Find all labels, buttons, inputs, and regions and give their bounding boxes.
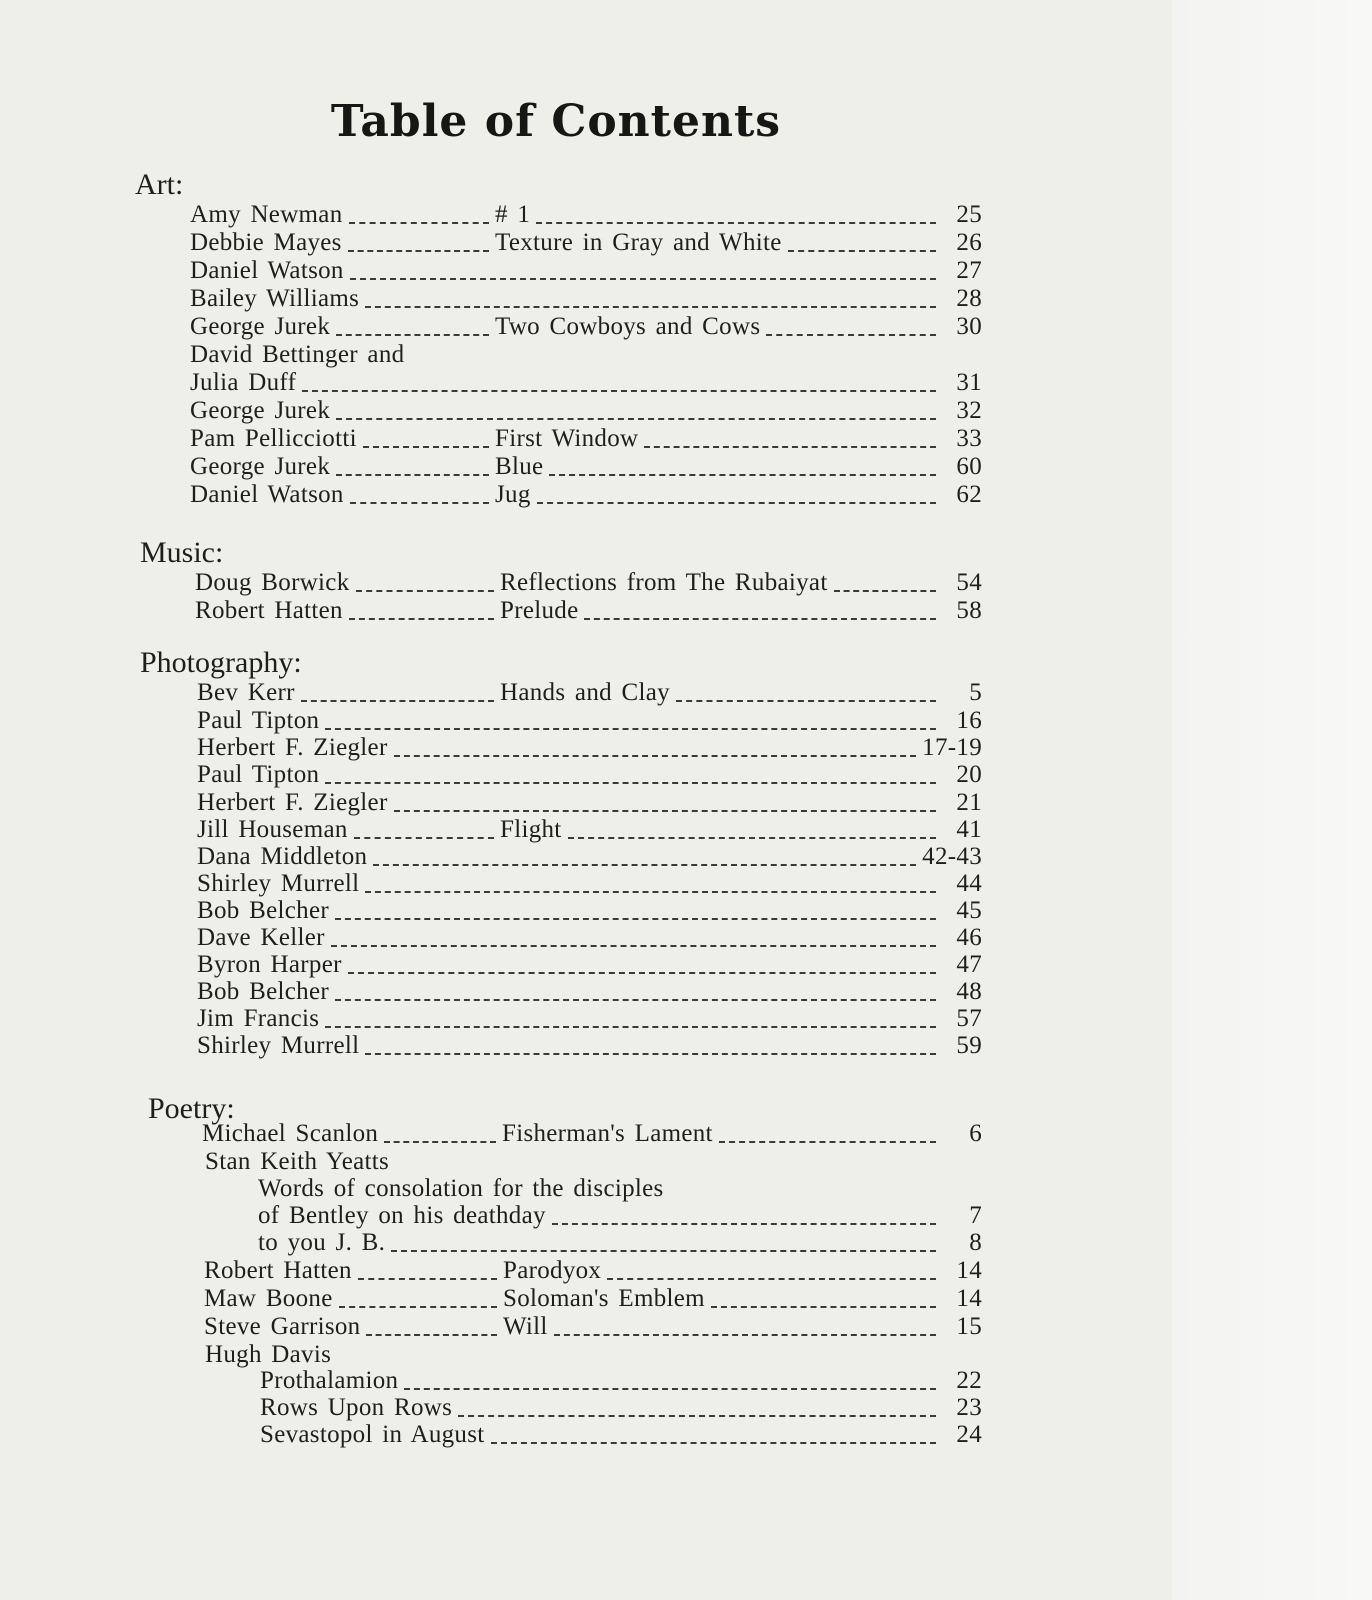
entry-page: 60: [956, 453, 982, 480]
entry-page: 44: [956, 870, 982, 897]
entry-name: Robert Hatten: [204, 1257, 352, 1284]
entry-page: 15: [956, 1313, 982, 1340]
toc-entry: [197, 950, 982, 980]
toc-entry: [190, 452, 982, 482]
leader-dots: [384, 1139, 496, 1143]
leader-dots: [568, 835, 936, 839]
leader-dots: [331, 943, 936, 947]
entry-name: George Jurek: [190, 397, 331, 424]
entry-name: Words of consolation for the disciples: [258, 1175, 664, 1202]
entry-page: 8: [969, 1229, 982, 1256]
toc-entry: [197, 678, 982, 708]
entry-name: to you J. B.: [258, 1229, 386, 1256]
entry-work: Prelude: [500, 597, 579, 624]
leader-dots: [537, 500, 936, 504]
leader-dots: [301, 698, 494, 702]
page-title: Table of Contents: [330, 96, 782, 147]
entry-page: 16: [956, 707, 982, 734]
entry-page: 28: [956, 285, 982, 312]
toc-entry: [204, 1284, 982, 1314]
toc-entry: [195, 568, 982, 598]
entry-page: 25: [956, 201, 982, 228]
leader-dots: [788, 248, 936, 252]
entry-name: Stan Keith Yeatts: [205, 1148, 390, 1175]
toc-entry: [197, 869, 982, 899]
entry-work: Jug: [495, 481, 531, 508]
entry-page: 58: [956, 597, 982, 624]
entry-name: Jim Francis: [197, 1005, 320, 1032]
entry-page: 47: [956, 951, 982, 978]
leader-dots: [358, 1276, 497, 1280]
entry-name: Daniel Watson: [190, 257, 344, 284]
toc-entry: [190, 312, 982, 342]
toc-entry: [204, 1256, 982, 1286]
leader-dots: [365, 304, 936, 308]
entry-name: Doug Borwick: [195, 569, 350, 596]
entry-name: Bob Belcher: [197, 897, 329, 924]
entry-name: Shirley Murrell: [197, 870, 360, 897]
leader-dots: [458, 1413, 936, 1417]
toc-entry: [197, 1004, 982, 1034]
toc-entry: [197, 896, 982, 926]
entry-work: Blue: [495, 453, 544, 480]
entry-page: 7: [969, 1202, 982, 1229]
toc-entry: [195, 596, 982, 626]
toc-entry: [197, 760, 982, 790]
leader-dots: [349, 616, 494, 620]
toc-entry: [204, 1312, 982, 1342]
leader-dots: [339, 1304, 497, 1308]
toc-entry: [260, 1366, 982, 1396]
leader-dots: [335, 997, 936, 1001]
leader-dots: [584, 616, 936, 620]
section-heading-music: Music:: [140, 536, 224, 569]
toc-entry: [197, 733, 982, 763]
entry-name: Debbie Mayes: [190, 229, 342, 256]
entry-name: Pam Pellicciotti: [190, 425, 357, 452]
entry-name: Jill Houseman: [197, 816, 348, 843]
entry-page: 24: [956, 1421, 982, 1448]
leader-dots: [350, 500, 489, 504]
leader-dots: [354, 835, 494, 839]
entry-work: Flight: [500, 816, 562, 843]
entry-name: Dana Middleton: [197, 843, 368, 870]
toc-entry: [190, 228, 982, 258]
entry-name: Hugh Davis: [205, 1341, 332, 1368]
leader-dots: [336, 416, 936, 420]
entry-name: Herbert F. Ziegler: [197, 734, 388, 761]
entry-name: Robert Hatten: [195, 597, 343, 624]
leader-dots: [302, 388, 936, 392]
leader-dots: [365, 889, 936, 893]
entry-page: 46: [956, 924, 982, 951]
entry-work: Parodyox: [503, 1257, 602, 1284]
entry-page: 21: [956, 789, 982, 816]
entry-page: 42-43: [922, 843, 982, 870]
toc-entry: [190, 256, 982, 286]
toc-entry: [197, 1031, 982, 1061]
entry-work: Reflections from The Rubaiyat: [500, 569, 828, 596]
entry-page: 30: [956, 313, 982, 340]
entry-name: Shirley Murrell: [197, 1032, 360, 1059]
entry-name: George Jurek: [190, 313, 331, 340]
leader-dots: [719, 1139, 936, 1143]
leader-dots: [491, 1440, 936, 1444]
leader-dots: [394, 808, 936, 812]
toc-entry: [190, 200, 982, 230]
leader-dots: [391, 1248, 936, 1252]
entry-page: 31: [956, 369, 982, 396]
section-heading-photography: Photography:: [140, 646, 302, 679]
toc-entry: [197, 923, 982, 953]
entry-page: 22: [956, 1367, 982, 1394]
entry-page: 27: [956, 257, 982, 284]
leader-dots: [644, 444, 936, 448]
leader-dots: [348, 248, 489, 252]
entry-page: 32: [956, 397, 982, 424]
leader-dots: [356, 588, 494, 592]
entry-page: 23: [956, 1394, 982, 1421]
entry-work: Texture in Gray and White: [495, 229, 782, 256]
leader-dots: [676, 698, 936, 702]
leader-dots: [607, 1276, 936, 1280]
toc-entry: [258, 1201, 982, 1231]
entry-page: 62: [956, 481, 982, 508]
leader-dots: [711, 1304, 936, 1308]
entry-name: David Bettinger and: [190, 341, 405, 368]
entry-work: Hands and Clay: [500, 679, 670, 706]
leader-dots: [336, 332, 489, 336]
entry-page: 33: [956, 425, 982, 452]
leader-dots: [404, 1386, 936, 1390]
entry-page: 45: [956, 897, 982, 924]
leader-dots: [373, 862, 916, 866]
toc-entry: [197, 842, 982, 872]
entry-work: Soloman's Emblem: [503, 1285, 705, 1312]
toc-entry: [190, 424, 982, 454]
entry-work: First Window: [495, 425, 639, 452]
toc-entry: [197, 788, 982, 818]
toc-entry: [190, 480, 982, 510]
leader-dots: [325, 1024, 936, 1028]
entry-work: # 1: [495, 201, 531, 228]
entry-name: Paul Tipton: [197, 761, 320, 788]
entry-name: Amy Newman: [190, 201, 343, 228]
section-heading-art: Art:: [135, 168, 184, 201]
leader-dots: [366, 1332, 497, 1336]
leader-dots: [325, 780, 936, 784]
toc-entry: [260, 1420, 982, 1450]
entry-page: 59: [956, 1032, 982, 1059]
entry-name: of Bentley on his deathday: [258, 1202, 546, 1229]
toc-entry: [197, 815, 982, 845]
leader-dots: [365, 1051, 936, 1055]
leader-dots: [363, 444, 489, 448]
leader-dots: [536, 220, 936, 224]
section-heading-poetry: Poetry:: [148, 1092, 235, 1125]
entry-page: 20: [956, 761, 982, 788]
leader-dots: [335, 916, 936, 920]
entry-name: Dave Keller: [197, 924, 325, 951]
entry-work: Will: [503, 1313, 548, 1340]
entry-name: Julia Duff: [190, 369, 297, 396]
toc-entry: [190, 396, 982, 426]
leader-dots: [554, 1332, 936, 1336]
entry-name: Bev Kerr: [197, 679, 295, 706]
leader-dots: [552, 1221, 936, 1225]
entry-name: George Jurek: [190, 453, 331, 480]
toc-entry: [260, 1393, 982, 1423]
entry-name: Herbert F. Ziegler: [197, 789, 388, 816]
toc-entry: [190, 368, 982, 398]
entry-work: Fisherman's Lament: [502, 1120, 713, 1147]
entry-page: 5: [969, 679, 982, 706]
leader-dots: [394, 753, 917, 757]
entry-page: 48: [956, 978, 982, 1005]
leader-dots: [549, 472, 936, 476]
toc-entry: [258, 1228, 982, 1258]
leader-dots: [348, 970, 936, 974]
entry-page: 14: [956, 1285, 982, 1312]
entry-page: 17-19: [922, 734, 982, 761]
entry-name: Maw Boone: [204, 1285, 333, 1312]
entry-page: 6: [969, 1120, 982, 1147]
entry-work: Two Cowboys and Cows: [495, 313, 761, 340]
entry-page: 26: [956, 229, 982, 256]
entry-name: Steve Garrison: [204, 1313, 361, 1340]
toc-entry: [190, 284, 982, 314]
entry-name: Paul Tipton: [197, 707, 320, 734]
toc-entry: [202, 1119, 982, 1149]
entry-page: 14: [956, 1257, 982, 1284]
entry-name: Prothalamion: [260, 1367, 399, 1394]
toc-entry: [197, 706, 982, 736]
entry-name: Daniel Watson: [190, 481, 344, 508]
entry-page: 57: [956, 1005, 982, 1032]
leader-dots: [350, 276, 936, 280]
entry-name: Rows Upon Rows: [260, 1394, 453, 1421]
leader-dots: [336, 472, 489, 476]
entry-name: Michael Scanlon: [202, 1120, 379, 1147]
entry-name: Sevastopol in August: [260, 1421, 485, 1448]
leader-dots: [349, 220, 490, 224]
entry-page: 41: [956, 816, 982, 843]
leader-dots: [834, 588, 936, 592]
entry-page: 54: [956, 569, 982, 596]
entry-name: Byron Harper: [197, 951, 342, 978]
leader-dots: [766, 332, 936, 336]
toc-entry: [197, 977, 982, 1007]
leader-dots: [325, 726, 936, 730]
background-surface: [1172, 0, 1372, 1600]
entry-name: Bailey Williams: [190, 285, 360, 312]
entry-name: Bob Belcher: [197, 978, 329, 1005]
